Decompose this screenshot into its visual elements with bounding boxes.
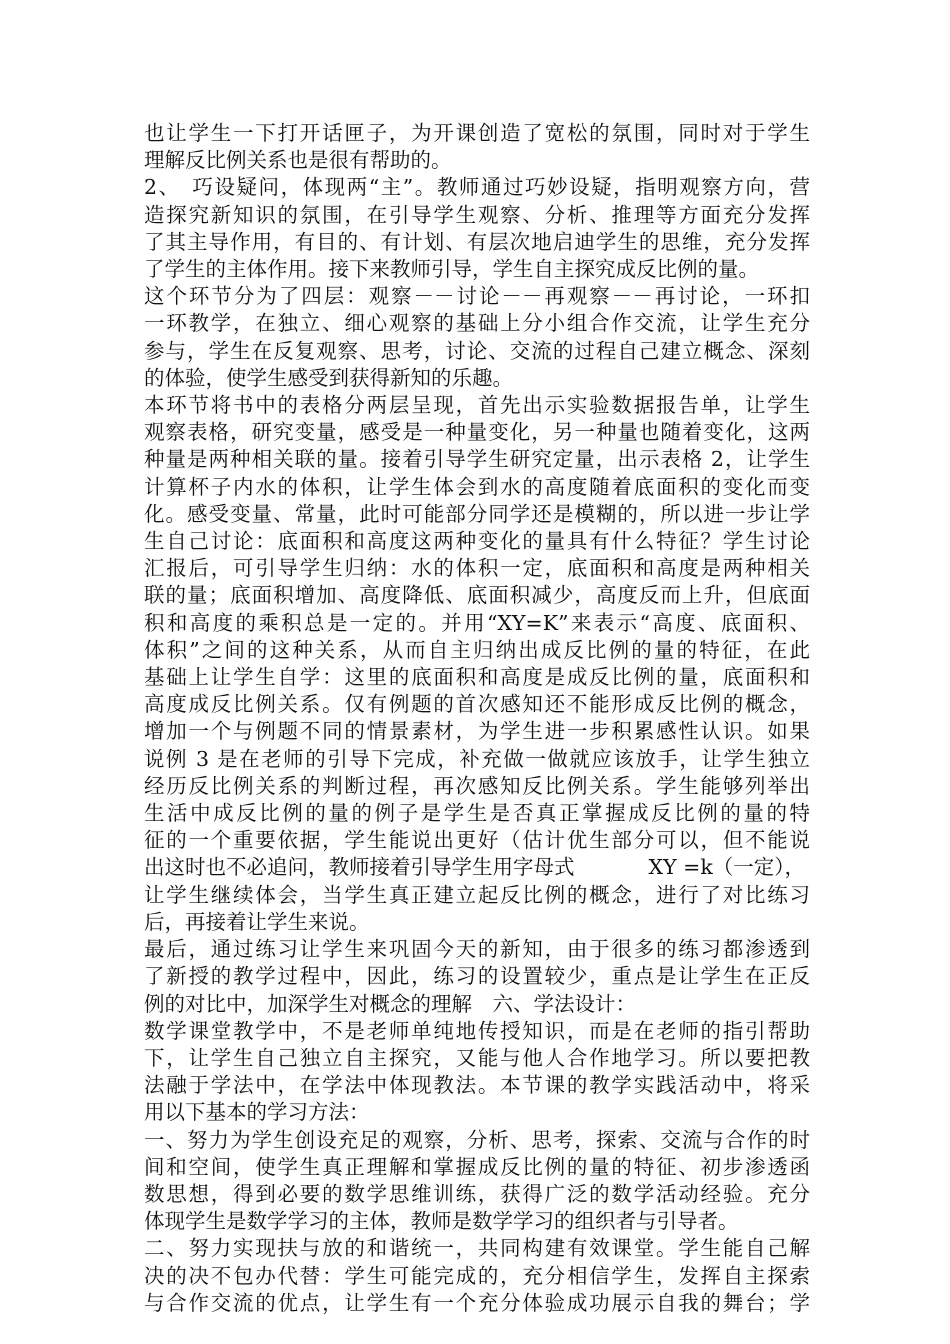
text-line: 体积”之间的这种关系，从而自主归纳出成反比例的量的特征，在此 xyxy=(144,637,810,662)
text-line: 积和高度的乘积总是一定的。并用“XY=K”来表示“高度、底面积、 xyxy=(144,610,810,635)
text-line: 下，让学生自己独立自主探究，又能与他人合作地学习。所以要把教 xyxy=(144,1045,810,1070)
text-line: 后，再接着让学生来说。 xyxy=(144,909,370,934)
text-line: 体现学生是数学学习的主体，教师是数学学习的组织者与引导者。 xyxy=(144,1209,739,1234)
text-line: 的体验，使学生感受到获得新知的乐趣。 xyxy=(144,365,513,390)
text-line: 例的对比中，加深学生对概念的理解 六、学法设计： xyxy=(144,991,636,1016)
text-line: 一环教学，在独立、细心观察的基础上分小组合作交流，让学生充分 xyxy=(144,311,810,336)
text-line: 让学生继续体会，当学生真正建立起反比例的概念，进行了对比练习 xyxy=(144,882,810,907)
text-line: 经历反比例关系的判断过程，再次感知反比例关系。学生能够列举出 xyxy=(144,773,810,798)
text-line: 造探究新知识的氛围，在引导学生观察、分析、推理等方面充分发挥 xyxy=(144,202,810,227)
text-line: 二、努力实现扶与放的和谐统一，共同构建有效课堂。学生能自己解 xyxy=(144,1236,810,1261)
formula-text: XY =k（一定）， xyxy=(648,855,805,880)
text-line: 观察表格，研究变量，感受是一种量变化，另一种量也随着变化，这两 xyxy=(144,420,810,445)
text-line: 理解反比例关系也是很有帮助的。 xyxy=(144,148,452,173)
text-line: 与合作交流的优点，让学生有一个充分体验成功展示自我的舞台；学 xyxy=(144,1290,810,1315)
text-line: 联的量；底面积增加、高度降低、底面积减少，高度反而上升，但底面 xyxy=(144,583,810,608)
text-line: 化。感受变量、常量，此时可能部分同学还是模糊的，所以进一步让学 xyxy=(144,501,810,526)
document-page xyxy=(144,120,810,1317)
text-line: 了学生的主体作用。接下来教师引导，学生自主探究成反比例的量。 xyxy=(144,257,759,282)
text-line: 汇报后，可引导学生归纳：水的体积一定，底面积和高度是两种相关 xyxy=(144,556,810,581)
formula-line-text: 出这时也不必追问，教师接着引导学生用字母式 xyxy=(144,855,575,880)
text-line: 数学课堂教学中，不是老师单纯地传授知识，而是在老师的指引帮助 xyxy=(144,1018,810,1043)
text-line: 增加一个与例题不同的情景素材，为学生进一步积累感性认识。如果 xyxy=(144,719,810,744)
text-line: 本环节将书中的表格分两层呈现，首先出示实验数据报告单，让学生 xyxy=(144,393,810,418)
text-line: 了其主导作用，有目的、有计划、有层次地启迪学生的思维，充分发挥 xyxy=(144,229,810,254)
text-line: 决的决不包办代替：学生可能完成的，充分相信学生，发挥自主探索 xyxy=(144,1263,810,1288)
formula-line xyxy=(144,854,810,881)
text-line: 用以下基本的学习方法： xyxy=(144,1100,370,1125)
text-line: 数思想，得到必要的数学思维训练，获得广泛的数学活动经验。充分 xyxy=(144,1181,810,1206)
text-line: 这个环节分为了四层：观察－－讨论－－再观察－－再讨论，一环扣 xyxy=(144,284,810,309)
text-line: 2、 巧设疑问，体现两“主”。教师通过巧妙设疑，指明观察方向，营 xyxy=(144,175,810,200)
text-line: 了新授的教学过程中，因此，练习的设置较少，重点是让学生在正反 xyxy=(144,964,810,989)
text-line: 种量是两种相关联的量。接着引导学生研究定量，出示表格 2，让学生 xyxy=(144,447,810,472)
text-line: 参与，学生在反复观察、思考，讨论、交流的过程自己建立概念、深刻 xyxy=(144,338,810,363)
text-line: 基础上让学生自学：这里的底面积和高度是成反比例的量，底面积和 xyxy=(144,665,810,690)
text-line: 间和空间，使学生真正理解和掌握成反比例的量的特征、初步渗透函 xyxy=(144,1154,810,1179)
text-line: 一、努力为学生创设充足的观察，分析、思考，探索、交流与合作的时 xyxy=(144,1127,810,1152)
text-line: 法融于学法中，在学法中体现教法。本节课的教学实践活动中，将采 xyxy=(144,1073,810,1098)
text-block-main xyxy=(144,120,810,854)
text-block-after xyxy=(144,882,810,1317)
text-line: 征的一个重要依据，学生能说出更好（估计优生部分可以，但不能说 xyxy=(144,828,810,853)
text-line: 高度成反比例关系。仅有例题的首次感知还不能形成反比例的概念， xyxy=(144,692,810,717)
text-line: 生活中成反比例的量的例子是学生是否真正掌握成反比例的量的特 xyxy=(144,801,810,826)
text-line: 说例 3 是在老师的引导下完成，补充做一做就应该放手，让学生独立 xyxy=(144,746,810,771)
text-line: 也让学生一下打开话匣子，为开课创造了宽松的氛围，同时对于学生 xyxy=(144,121,810,145)
text-line: 生自己讨论：底面积和高度这两种变化的量具有什么特征？学生讨论 xyxy=(144,529,810,554)
text-line: 最后，通过练习让学生来巩固今天的新知，由于很多的练习都渗透到 xyxy=(144,937,810,962)
text-line: 计算杯子内水的体积，让学生体会到水的高度随着底面积的变化而变 xyxy=(144,474,810,499)
